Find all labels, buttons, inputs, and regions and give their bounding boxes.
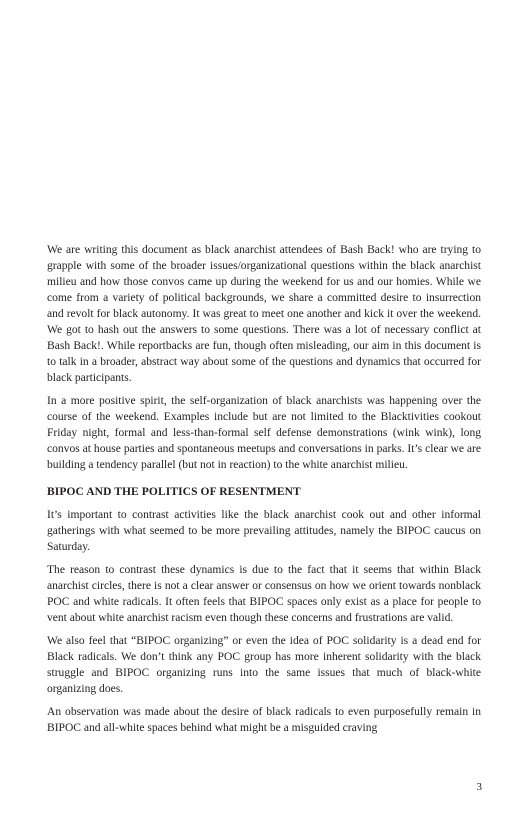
- body-paragraph: The reason to contrast these dynamics is due to the fact that it seems that within Black anarchist circles, there is not a clear answer or consensus on how we orient towards nonblack POC and white radicals. It often feels that BIPOC spaces only exist as a place for people to vent about white anarchist racism even though these concerns and frustrations are valid.: [47, 564, 481, 624]
- body-paragraph: It’s important to contrast activities like the black anarchist cook out and other informal gatherings with what seemed to be more prevailing attitudes, namely the BIPOC caucus on Saturday.: [47, 509, 481, 553]
- body-paragraph: We are writing this document as black anarchist attendees of Bash Back! who are trying to grapple with some of the broader issues/organizational questions within the black anarchist milieu and how those convos came up during the weekend for us and our homies. While we come from a variety of political backgrounds, we share a committed desire to insurrection and revolt for black autonomy. It was great to meet one another and kick it over the weekend. We got to hash out the answers to some questions. There was a lot of necessary conflict at Bash Back!. While reportbacks are fun, though often misleading, our aim in this document is to talk in a broader, abstract way about some of the questions and dynamics that occurred for black participants.: [47, 244, 481, 384]
- document-body: [47, 242, 481, 743]
- section-heading: BIPOC AND THE POLITICS OF RESENTMENT: [47, 486, 301, 498]
- body-paragraph: We also feel that “BIPOC organizing” or even the idea of POC solidarity is a dead end for Black radicals. We don’t think any POC group has more inherent solidarity with the black struggle and BIPOC organizing runs into the same issues that much of black-white organizing does.: [47, 635, 481, 695]
- body-paragraph: An observation was made about the desire of black radicals to even purposefully remain in BIPOC and all-white spaces behind what might be a misguided craving: [47, 706, 481, 734]
- page-number: 3: [476, 781, 482, 793]
- body-paragraph: In a more positive spirit, the self-organization of black anarchists was happening over the course of the weekend. Examples include but are not limited to the Blacktivities cookout Friday night, formal and less-than-formal self defense demonstrations (wink wink), long convos at house parties and spontaneous meetups and conversations in parks. It’s clear we are building a tendency parallel (but not in reaction) to the white anarchist milieu.: [47, 395, 481, 471]
